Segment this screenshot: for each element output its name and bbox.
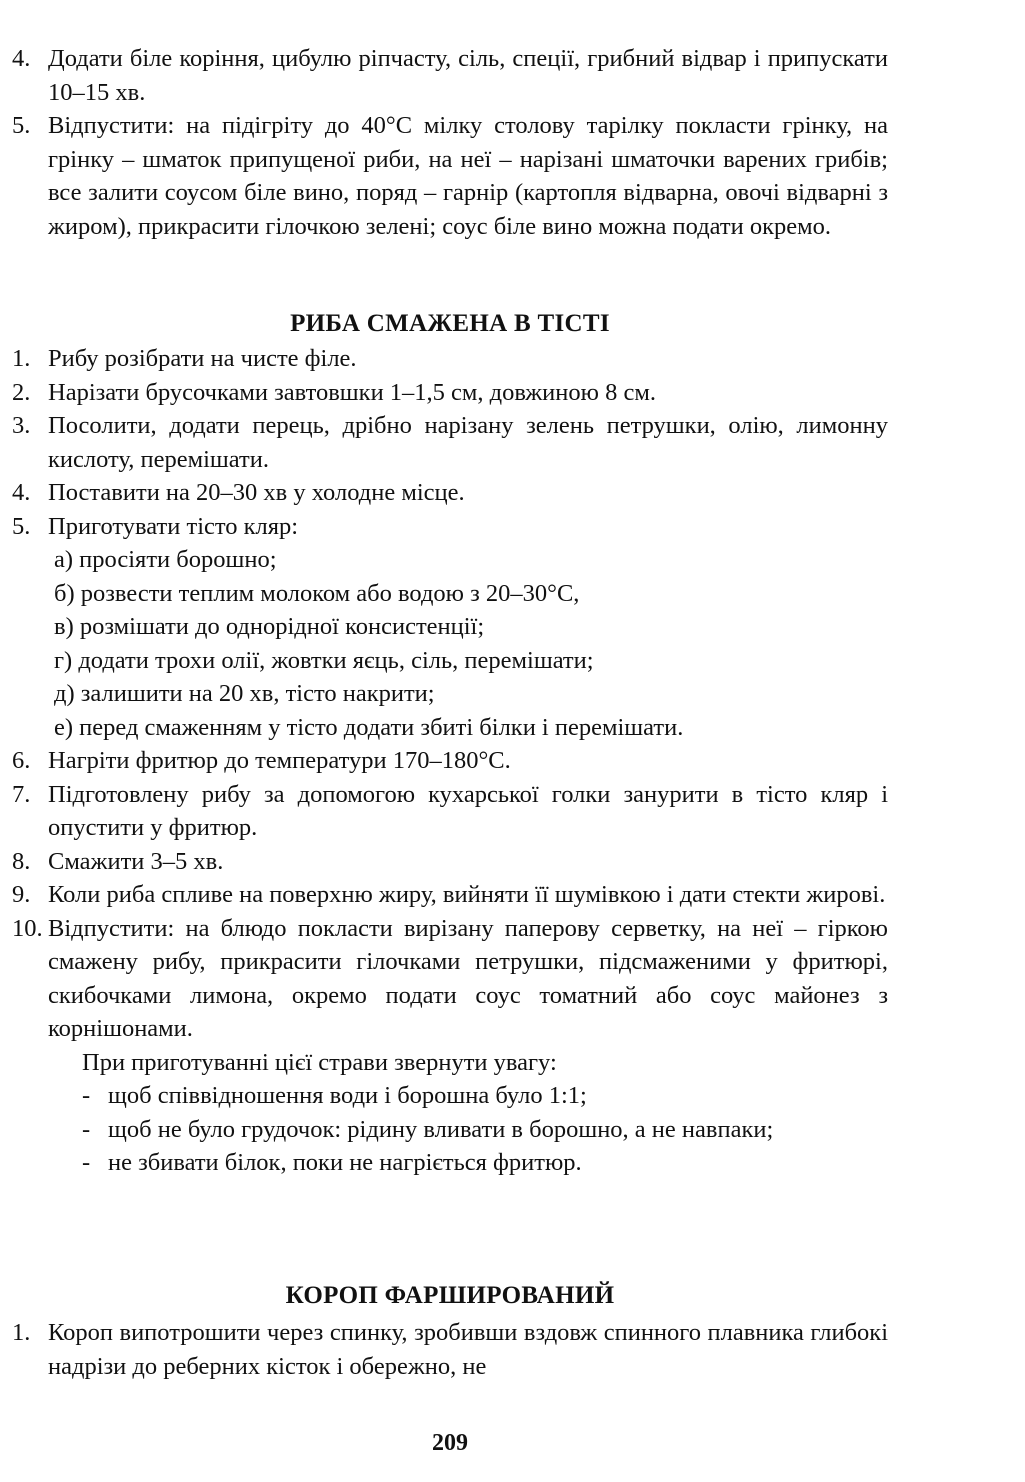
list-item (12, 42, 888, 109)
step-number: 4. (12, 45, 31, 72)
batter-substeps (12, 543, 888, 744)
step-text: Відпустити: на підігріту до 40°С мілку столову тарілку покласти грінку, на грінку – шматок припущеної риби, на неї – нарізані шматочки варених грибів; все залити соусом біле вино, поряд – гарнір (картопля відварна, овочі відварні з жиром), прикрасити гілочкою зелені; соус біле вино можна подати окремо. (48, 112, 888, 240)
step-text: Нарізати брусочками завтовшки 1–1,5 см, довжиною 8 см. (48, 378, 656, 406)
step-number: 10. (12, 914, 43, 942)
list-item (12, 744, 888, 778)
top-steps-list (12, 42, 888, 243)
fried-fish-steps-list (12, 342, 888, 1180)
step-number: 4. (12, 479, 31, 506)
list-item (12, 342, 888, 376)
note-item (12, 1146, 888, 1180)
step-text: Приготувати тісто кляр: (48, 512, 299, 540)
dash-bullet-icon: - (82, 1149, 91, 1176)
substep-e: д) залишити на 20 хв, тісто накрити; (54, 680, 435, 707)
substep-f: е) перед смаженням у тісто додати збиті білки і перемішати. (54, 713, 684, 741)
note-item (12, 1113, 888, 1147)
list-item (12, 109, 888, 243)
note-text: не збивати білок, поки не нагріється фритюр. (108, 1149, 582, 1176)
substep-b: б) розвести теплим молоком або водою з 20–30°С, (54, 579, 580, 607)
list-item (12, 845, 888, 879)
note-item (12, 1079, 888, 1113)
list-item (12, 1316, 888, 1383)
note-intro: При приготуванні цієї страви звернути увагу: (82, 1048, 557, 1076)
dash-bullet-icon: - (82, 1082, 91, 1109)
step-number: 5. (12, 512, 31, 540)
list-item (12, 912, 888, 1046)
step-number: 7. (12, 780, 31, 808)
dash-bullet-icon: - (82, 1115, 91, 1143)
step-text: Підготовлену рибу за допомогою кухарської голки занурити в тісто кляр і опустити у фритюр. (48, 780, 888, 841)
step-number: 1. (12, 345, 31, 372)
stuffed-carp-steps-list (12, 1316, 888, 1383)
step-number: 3. (12, 412, 31, 439)
step-number: 6. (12, 747, 31, 774)
step-number: 2. (12, 378, 31, 406)
step-text: Посолити, додати перець, дрібно нарізану зелень петрушки, олію, лимонну кислоту, перемішати. (48, 412, 888, 473)
step-text: Коли риба спливе на поверхню жиру, вийняти її шумівкою і дати стекти жирові. (48, 881, 886, 908)
step-text: Додати біле коріння, цибулю ріпчасту, сіль, спеції, грибний відвар і припускати 10–15 хв. (48, 45, 888, 106)
note-text: щоб співвідношення води і борошна було 1:1; (108, 1082, 587, 1109)
substep-a: а) просіяти борошно; (54, 546, 277, 573)
section-title-fried-fish: РИБА СМАЖЕНА В ТІСТІ (290, 310, 610, 337)
step-number: 1. (12, 1319, 31, 1346)
substep-d: г) додати трохи олії, жовтки яєць, сіль, перемішати; (54, 646, 594, 674)
step-text: Короп випотрошити через спинку, зробивши вздовж спинного плавника глибокі надрізи до реберних кісток і обережно, не (48, 1319, 888, 1380)
step-number: 5. (12, 112, 31, 139)
substep-c: в) розмішати до однорідної консистенції; (54, 613, 485, 640)
step-text: Рибу розібрати на чисте філе. (48, 345, 357, 372)
section-title-stuffed-carp: КОРОП ФАРШИРОВАНИЙ (285, 1282, 615, 1309)
step-text: Поставити на 20–30 хв у холодне місце. (48, 479, 465, 506)
list-item (12, 510, 888, 544)
step-text: Нагріти фритюр до температури 170–180°С. (48, 747, 511, 774)
step-text: Смажити 3–5 хв. (48, 847, 224, 875)
step-text: Відпустити: на блюдо покласти вирізану паперову серветку, на неї – гіркою смажену рибу, прикрасити гілочками петрушки, підсмаженими у фритюрі, скибочками лимона, окремо подати соус томатний або соус майонез з корнішонами. (48, 914, 888, 1042)
page-number: 209 (432, 1430, 468, 1456)
list-item (12, 878, 888, 912)
list-item (12, 778, 888, 845)
step-number: 8. (12, 847, 31, 875)
step-number: 9. (12, 881, 31, 908)
note-text: щоб не було грудочок: рідину вливати в борошно, а не навпаки; (108, 1115, 774, 1143)
list-item (12, 409, 888, 476)
list-item (12, 476, 888, 510)
list-item (12, 376, 888, 410)
